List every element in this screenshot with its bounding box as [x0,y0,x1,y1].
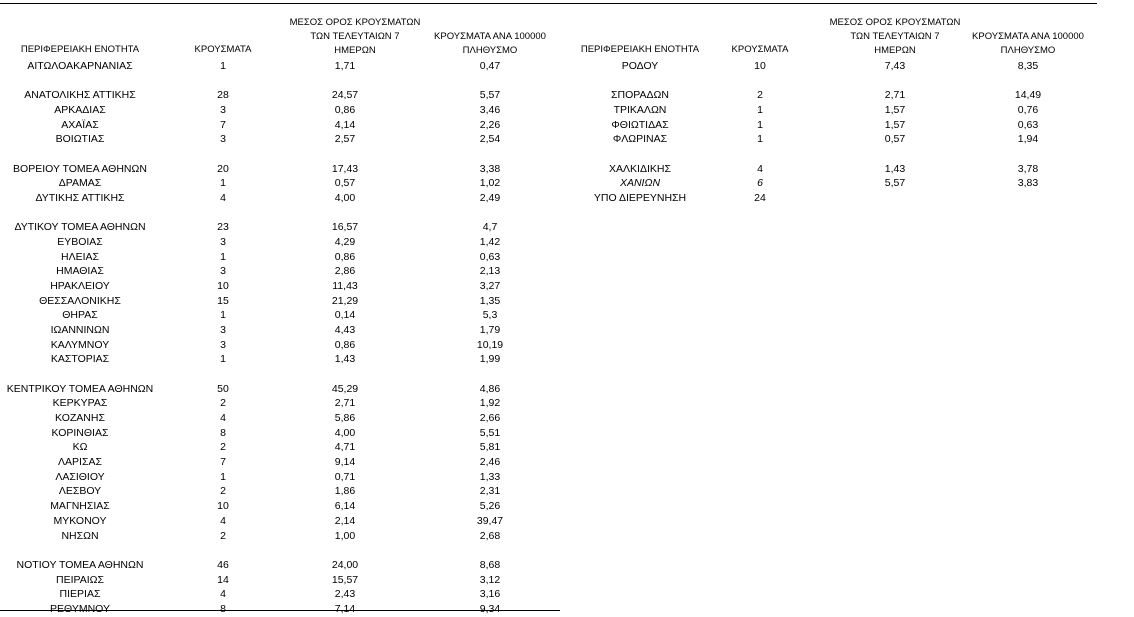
table-row [0,455,560,470]
per100k-cell: 5,57 [479,89,501,102]
avg-cell: 0,71 [334,470,356,483]
table-row [0,514,560,529]
cases-cell: 3 [220,324,226,337]
per100k-cell: 3,27 [479,280,501,293]
table-row [560,162,1100,177]
avg-cell: 2,14 [334,514,356,527]
table-row [0,308,560,323]
table-row [0,558,560,573]
table-row [560,118,1100,133]
cases-cell: 14 [217,573,229,586]
table-row [0,484,560,499]
region-cell: ΛΑΣΙΘΙΟΥ [55,470,105,483]
per100k-cell: 2,49 [479,192,501,205]
table-row [0,191,560,206]
left-table-body [0,59,560,617]
region-cell: ΣΠΟΡΑΔΩΝ [611,89,669,102]
region-cell: ΚΕΝΤΡΙΚΟΥ ΤΟΜΕΑ ΑΘΗΝΩΝ [6,382,154,395]
per100k-cell: 8,68 [479,558,501,571]
right-table-body [560,59,1100,206]
cases-cell: 24 [754,192,766,205]
avg-cell: 5,86 [334,412,356,425]
spacer-row [0,147,560,162]
table-row [0,470,560,485]
table-row [0,352,560,367]
per100k-cell: 3,16 [479,588,501,601]
cases-cell: 46 [217,558,229,571]
cases-cell: 2 [757,89,763,102]
region-cell: ΜΑΓΝΗΣΙΑΣ [50,500,110,513]
table-row [0,382,560,397]
table-row [560,88,1100,103]
table-row [0,396,560,411]
header-avg-line1: ΜΕΣΟΣ ΟΡΟΣ ΚΡΟΥΣΜΑΤΩΝ [829,17,961,28]
cases-cell: 4 [220,192,226,205]
header-avg-line2: ΤΩΝ ΤΕΛΕΥΤΑΙΩΝ 7 [310,31,400,42]
table-row [0,338,560,353]
avg-cell: 0,57 [884,133,906,146]
table-row [0,220,560,235]
region-cell: ΝΟΤΙΟΥ ΤΟΜΕΑ ΑΘΗΝΩΝ [16,558,144,571]
region-cell: ΚΟΖΑΝΗΣ [55,412,105,425]
header-region-left: ΠΕΡΙΦΕΡΕΙΑΚΗ ΕΝΟΤΗΤΑ [20,44,140,55]
avg-cell: 11,43 [332,280,358,293]
region-cell: ΦΛΩΡΙΝΑΣ [612,133,668,146]
region-cell: ΦΘΙΩΤΙΔΑΣ [611,118,669,131]
avg-cell: 1,86 [334,485,356,498]
table-row [0,118,560,133]
region-cell: ΚΟΡΙΝΘΙΑΣ [51,426,109,439]
region-cell: ΝΗΣΩΝ [61,529,99,542]
table-row [560,176,1100,191]
avg-cell: 2,71 [334,397,356,410]
per100k-cell: 5,51 [479,426,501,439]
avg-cell: 1,71 [334,60,356,72]
table-row [0,264,560,279]
header-per100k-left [420,30,560,58]
cases-cell: 10 [217,500,229,513]
table-row [0,235,560,250]
spacer-row [0,543,560,558]
cases-cell: 8 [220,426,226,439]
cases-cell: 3 [220,338,226,351]
cases-cell: 2 [220,397,226,410]
per100k-cell: 1,94 [1017,133,1039,146]
region-cell: ΡΟΔΟΥ [621,60,659,72]
cases-cell: 15 [217,294,229,307]
per100k-cell: 4,7 [482,221,498,234]
cases-cell: 1 [220,309,226,322]
table-row [560,132,1100,147]
per100k-cell: 14,49 [1014,89,1042,102]
table-row [0,529,560,544]
region-cell: ΛΑΡΙΣΑΣ [58,456,102,469]
avg-cell: 9,14 [334,456,356,469]
table-row [0,59,560,74]
region-cell: ΙΩΑΝΝΙΝΩΝ [50,324,110,337]
cases-cell: 28 [217,89,229,102]
cases-cell: 4 [220,588,226,601]
avg-cell: 1,57 [884,104,906,117]
region-cell: ΠΙΕΡΙΑΣ [59,588,101,601]
per100k-cell: 2,26 [479,118,501,131]
table-top-rule-left [0,3,560,4]
per100k-cell: 1,42 [479,236,501,249]
cases-cell: 1 [220,353,226,366]
per100k-cell: 2,46 [479,456,501,469]
per100k-cell: 5,26 [479,500,501,513]
cases-cell: 2 [220,441,226,454]
avg-cell: 1,57 [884,118,906,131]
per100k-cell: 3,12 [479,573,501,586]
table-top-rule-right [560,3,1097,4]
table-row [0,250,560,265]
region-cell: ΒΟΙΩΤΙΑΣ [55,133,105,146]
avg-cell: 6,14 [334,500,356,513]
spacer-row [560,74,1100,89]
header-avg-line2: ΤΩΝ ΤΕΛΕΥΤΑΙΩΝ 7 [850,31,940,42]
per100k-cell: 9,34 [479,602,501,615]
per100k-cell: 2,13 [479,265,501,278]
table-row [0,440,560,455]
avg-cell: 1,43 [334,353,356,366]
region-cell: ΧΑΝΙΩΝ [619,177,661,190]
avg-cell: 2,43 [334,588,356,601]
spacer-row [0,367,560,382]
cases-cell: 3 [220,104,226,117]
spacer-row [0,206,560,221]
spacer-row [560,147,1100,162]
cases-cell: 1 [220,470,226,483]
avg-cell: 0,86 [334,250,356,263]
cases-cell: 1 [220,250,226,263]
region-cell: ΔΡΑΜΑΣ [58,177,102,190]
header-avg-left [275,16,435,58]
per100k-cell: 10,19 [476,338,504,351]
per100k-cell: 5,3 [482,309,498,322]
header-per100k-line1: ΚΡΟΥΣΜΑΤΑ ΑΝΑ 100000 [972,31,1084,42]
per100k-cell: 1,02 [479,177,501,190]
table-row [0,323,560,338]
avg-cell: 4,29 [334,236,356,249]
per100k-cell: 1,35 [479,294,501,307]
region-cell: ΚΑΣΤΟΡΙΑΣ [50,353,110,366]
avg-cell: 21,29 [331,294,359,307]
header-cases-left: ΚΡΟΥΣΜΑΤΑ [194,44,252,55]
per100k-cell: 1,92 [479,397,501,410]
avg-cell: 0,57 [334,177,356,190]
avg-cell: 24,00 [331,558,359,571]
per100k-cell: 4,86 [479,382,501,395]
cases-cell: 2 [220,529,226,542]
per100k-cell: 0,63 [1017,118,1039,131]
table-row [0,294,560,309]
per100k-cell: 1,33 [479,470,501,483]
per100k-cell: 1,99 [479,353,501,366]
header-per100k-line2: ΠΛΗΘΥΣΜΟ [462,45,518,56]
avg-cell: 0,86 [334,104,356,117]
avg-cell: 16,57 [331,221,359,234]
per100k-cell: 3,38 [479,162,501,175]
per100k-cell: 39,47 [476,514,504,527]
region-cell: ΧΑΛΚΙΔΙΚΗΣ [609,162,671,175]
region-cell: ΒΟΡΕΙΟΥ ΤΟΜΕΑ ΑΘΗΝΩΝ [13,162,147,175]
region-cell: ΡΕΘΥΜΝΟΥ [49,602,110,615]
cases-cell: 4 [220,412,226,425]
per100k-cell: 2,31 [479,485,501,498]
region-cell: ΔΥΤΙΚΟΥ ΤΟΜΕΑ ΑΘΗΝΩΝ [14,221,146,234]
header-cases-right: ΚΡΟΥΣΜΑΤΑ [731,44,789,55]
avg-cell: 45,29 [331,382,359,395]
table-row [560,59,1100,74]
region-cell: ΚΩ [72,441,88,454]
per100k-cell: 0,63 [479,250,501,263]
cases-cell: 50 [217,382,229,395]
header-region-right: ΠΕΡΙΦΕΡΕΙΑΚΗ ΕΝΟΤΗΤΑ [580,44,700,55]
avg-cell: 0,86 [334,338,356,351]
spacer-row [0,74,560,89]
avg-cell: 24,57 [331,89,359,102]
cases-cell: 1 [757,118,763,131]
region-cell: ΘΕΣΣΑΛΟΝΙΚΗΣ [39,294,121,307]
region-cell: ΚΕΡΚΥΡΑΣ [52,397,108,410]
header-per100k-line1: ΚΡΟΥΣΜΑΤΑ ΑΝΑ 100000 [434,31,546,42]
table-row [0,176,560,191]
region-cell: ΔΥΤΙΚΗΣ ΑΤΤΙΚΗΣ [35,192,125,205]
avg-cell: 4,00 [334,426,356,439]
region-cell: ΑΝΑΤΟΛΙΚΗΣ ΑΤΤΙΚΗΣ [24,89,136,102]
header-avg-line3: ΗΜΕΡΩΝ [874,45,916,56]
avg-cell: 17,43 [331,162,359,175]
cases-cell: 7 [220,118,226,131]
avg-cell: 0,14 [334,309,356,322]
cases-cell: 23 [217,221,229,234]
region-cell: ΕΥΒΟΙΑΣ [57,236,103,249]
per100k-cell: 5,81 [479,441,501,454]
table-row [0,132,560,147]
header-avg-right [815,16,975,58]
cases-cell: 4 [220,514,226,527]
per100k-cell: 3,78 [1017,162,1039,175]
avg-cell: 7,43 [884,60,906,72]
cases-cell: 10 [754,60,766,72]
table-row [0,103,560,118]
header-per100k-right [958,30,1098,58]
region-cell: ΚΑΛΥΜΝΟΥ [50,338,110,351]
table-row [0,499,560,514]
per100k-cell: 0,47 [479,60,501,72]
table-row [560,103,1100,118]
region-cell: ΗΜΑΘΙΑΣ [56,265,104,278]
per100k-cell: 8,35 [1017,60,1039,72]
region-cell: ΗΛΕΙΑΣ [60,250,99,263]
table-row [0,162,560,177]
avg-cell: 15,57 [331,573,359,586]
per100k-cell: 1,79 [479,324,501,337]
region-cell: ΘΗΡΑΣ [62,309,98,322]
avg-cell: 4,00 [334,192,356,205]
avg-cell: 5,57 [884,177,906,190]
cases-cell: 3 [220,133,226,146]
per100k-cell: 3,46 [479,104,501,117]
cases-cell: 6 [757,177,763,190]
table-row [0,426,560,441]
table-row [0,587,560,602]
per100k-cell: 2,66 [479,412,501,425]
per100k-cell: 2,68 [479,529,501,542]
table-row [0,602,560,617]
cases-cell: 1 [757,133,763,146]
region-cell: ΑΧΑΪΑΣ [61,118,99,131]
cases-cell: 2 [220,485,226,498]
table-row [0,411,560,426]
table-row [0,279,560,294]
region-cell: ΑΙΤΩΛΟΑΚΑΡΝΑΝΙΑΣ [27,60,133,72]
header-avg-line1: ΜΕΣΟΣ ΟΡΟΣ ΚΡΟΥΣΜΑΤΩΝ [289,17,421,28]
avg-cell: 2,86 [334,265,356,278]
avg-cell: 4,43 [334,324,356,337]
per100k-cell: 3,83 [1017,177,1039,190]
cases-cell: 1 [220,177,226,190]
avg-cell: 4,71 [334,441,356,454]
table-row [0,573,560,588]
avg-cell: 1,43 [884,162,906,175]
cases-cell: 20 [217,162,229,175]
cases-cell: 8 [220,602,226,615]
per100k-cell: 2,54 [479,133,501,146]
region-cell: ΠΕΙΡΑΙΩΣ [56,573,104,586]
region-cell: ΑΡΚΑΔΙΑΣ [54,104,106,117]
cases-cell: 3 [220,265,226,278]
region-cell: ΥΠΟ ΔΙΕΡΕΥΝΗΣΗ [593,192,687,205]
region-cell: ΗΡΑΚΛΕΙΟΥ [50,280,110,293]
cases-cell: 1 [220,60,226,72]
header-per100k-line2: ΠΛΗΘΥΣΜΟ [1000,45,1056,56]
region-cell: ΛΕΣΒΟΥ [58,485,102,498]
per100k-cell: 0,76 [1017,104,1039,117]
table-row [0,88,560,103]
cases-cell: 7 [220,456,226,469]
avg-cell: 7,14 [334,602,356,615]
table-row [560,191,1100,206]
cases-cell: 4 [757,162,763,175]
region-cell: ΜΥΚΟΝΟΥ [53,514,107,527]
header-avg-line3: ΗΜΕΡΩΝ [334,45,376,56]
avg-cell: 2,71 [884,89,906,102]
cases-cell: 10 [217,280,229,293]
avg-cell: 4,14 [334,118,356,131]
region-cell: ΤΡΙΚΑΛΩΝ [613,104,667,117]
cases-cell: 3 [220,236,226,249]
avg-cell: 2,57 [334,133,356,146]
avg-cell: 1,00 [334,529,356,542]
cases-cell: 1 [757,104,763,117]
